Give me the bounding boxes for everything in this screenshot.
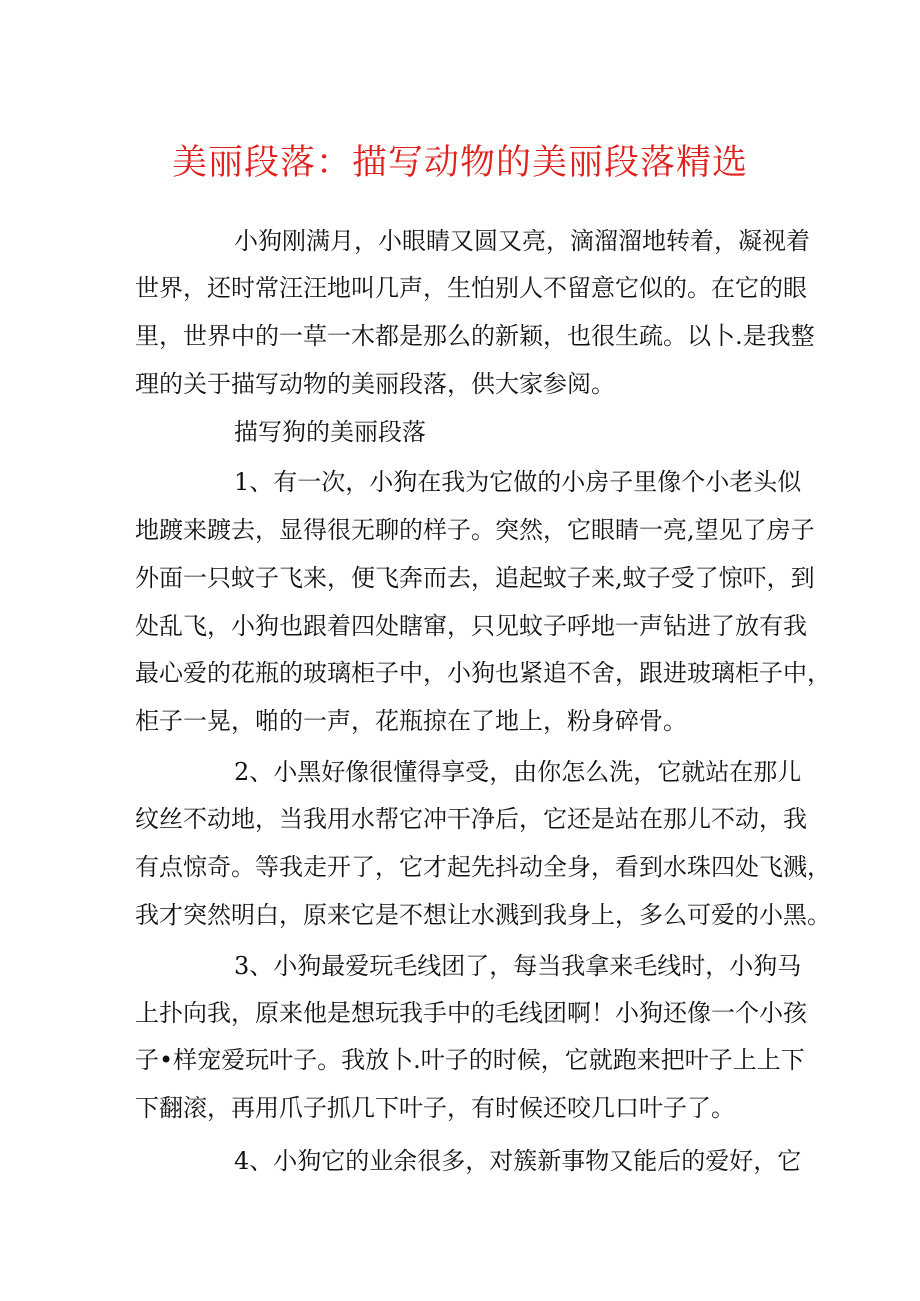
text-line: 里，世界中的一草一木都是那么的新颖，也很生疏。以卜.是我整 xyxy=(135,322,815,350)
text-line: 2、小黑好像很懂得享受，由你怎么洗，它就站在那儿 xyxy=(234,758,802,786)
text-line: 世界，还时常汪汪地叫几声，生怕别人不留意它似的。在它的眼 xyxy=(135,274,807,302)
text-line: 小狗刚满月，小眼睛又圆又亮，滴溜溜地转着，凝视着 xyxy=(234,227,810,255)
text-line: 理的关于描写动物的美丽段落，供大家参阅。 xyxy=(135,370,615,398)
text-line: 地踱来踱去，显得很无聊的样子。突然，它眼睛一亮,望见了房子 xyxy=(135,516,815,544)
section-heading: 描写狗的美丽段落 xyxy=(234,418,426,446)
text-line: 纹丝不动地，当我用水帮它冲干净后，它还是站在那儿不动，我 xyxy=(135,805,807,833)
text-line: 上扑向我，原来他是想玩我手中的毛线团啊！小狗还像一个小孩 xyxy=(135,999,807,1027)
text-line: 下翻滚，再用爪子抓几下叶子，有时候还咬几口叶子了。 xyxy=(135,1094,735,1122)
text-line: 有点惊奇。等我走开了，它才起先抖动全身，看到水珠四处飞溅， xyxy=(135,853,831,881)
text-line: 最心爱的花瓶的玻璃柜子中，小狗也紧追不舍，跟进玻璃柜子中， xyxy=(135,659,831,687)
text-line: 4、小狗它的业余很多，对簇新事物又能后的爱好，它 xyxy=(234,1147,802,1175)
text-line: 外面一只蚊子飞来，便飞奔而去，追起蚊子来,蚊子受了惊吓，到 xyxy=(135,564,815,592)
document-title: 美丽段落：描写动物的美丽段落精选 xyxy=(171,143,748,183)
text-line: 处乱飞，小狗也跟着四处瞎窜，只见蚊子呼地一声钻进了放有我 xyxy=(135,612,807,640)
text-line: 子•样宠爱玩叶子。我放卜.叶子的时候，它就跑来把叶子上上下 xyxy=(135,1046,805,1074)
text-line: 1、有一次，小狗在我为它做的小房子里像个小老头似 xyxy=(234,468,802,496)
text-line: 3、小狗最爱玩毛线团了，每当我拿来毛线时，小狗马 xyxy=(234,952,802,980)
text-line: 我才突然明白，原来它是不想让水溅到我身上，多么可爱的小黑。 xyxy=(135,901,831,929)
text-line: 柜子一晃，啪的一声，花瓶掠在了地上，粉身碎骨。 xyxy=(135,707,687,735)
